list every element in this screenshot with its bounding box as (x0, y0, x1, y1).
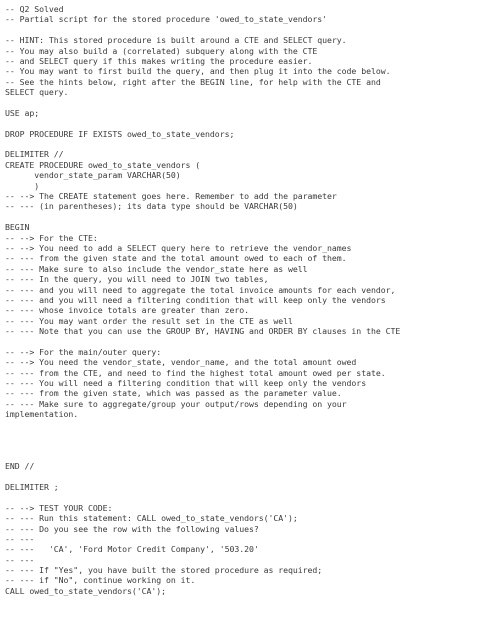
code-line: -- --- whose invoice totals are greater than zero. (5, 305, 249, 316)
code-line: -- --- (5, 533, 35, 544)
code-line: CALL owed_to_state_vendors('CA'); (5, 585, 167, 596)
code-line: -- See the hints below, right after the BEGIN line, for help with the CTE and (5, 76, 381, 87)
code-line: SELECT query. (5, 87, 69, 98)
blank-line (5, 440, 501, 450)
code-line: -- --- (in parentheses); its data type should be VARCHAR(50) (5, 201, 298, 212)
code-line: -- --- You may want order the result set in the CTE as well (5, 315, 293, 326)
code-line: -- You may want to first build the query, and then plug it into the code below. (5, 66, 391, 77)
code-line: CREATE PROCEDURE owed_to_state_vendors ( (5, 159, 201, 170)
code-line: -- Q2 Solved (5, 4, 64, 14)
code-line: -- Partial script for the stored procedure 'owed_to_state_vendors' (5, 14, 328, 25)
code-line: -- and SELECT query if this makes writing the procedure easier. (5, 55, 313, 66)
code-line: -- --- and you will need to aggregate the total invoice amounts for each vendor, (5, 284, 396, 295)
code-line: -- --- In the query, you will need to JOIN two tables, (5, 274, 269, 285)
code-line: -- --> You need to add a SELECT query here to retrieve the vendor_names (5, 242, 352, 253)
code-line: vendor_state_param VARCHAR(50) (5, 170, 181, 181)
code-line: implementation. (5, 409, 79, 420)
code-line: -- --> For the main/outer query: (5, 346, 162, 357)
code-line: -- --- and you will need a filtering condition that will keep only the vendors (5, 294, 386, 305)
blank-line (5, 430, 501, 440)
code-line: -- --> The CREATE statement goes here. Remember to add the parameter (5, 191, 337, 202)
blank-line (5, 492, 501, 502)
blank-line (5, 420, 501, 430)
blank-line (5, 139, 501, 149)
blank-line (5, 25, 501, 35)
code-line: -- --- from the given state, which was passed as the parameter value. (5, 388, 342, 399)
blank-line (5, 451, 501, 461)
code-line: BEGIN (5, 222, 30, 233)
code-line: -- --- Make sure to also include the vendor_state here as well (5, 263, 308, 274)
blank-line (5, 98, 501, 108)
code-line: -- --- 'CA', 'Ford Motor Credit Company', '503.20' (5, 544, 259, 555)
code-line: DELIMITER // (5, 149, 64, 160)
blank-line (5, 212, 501, 222)
code-line: -- --> You need the vendor_state, vendor_name, and the total amount owed (5, 357, 357, 368)
code-line: USE ap; (5, 107, 40, 118)
blank-line (5, 337, 501, 347)
code-line: -- --> TEST YOUR CODE: (5, 502, 113, 513)
blank-line (5, 472, 501, 482)
code-line: -- --- if "No", continue working on it. (5, 575, 196, 586)
code-line: -- You may also build a (correlated) subquery along with the CTE (5, 45, 318, 56)
code-line: -- --- from the CTE, and need to find the highest total amount owed per state. (5, 367, 386, 378)
code-line: -- --- Make sure to aggregate/group your output/rows depending on your (5, 398, 347, 409)
code-line: -- --- If "Yes", you have built the stored procedure as required; (5, 565, 323, 576)
code-line: -- --- Note that you can use the GROUP BY, HAVING and ORDER BY clauses in the CTE (5, 326, 401, 337)
code-line: -- --- You will need a filtering condition that will keep only the vendors (5, 378, 367, 389)
code-line: DROP PROCEDURE IF EXISTS owed_to_state_vendors; (5, 128, 235, 139)
code-line: -- --- Do you see the row with the following values? (5, 523, 259, 534)
code-line: -- --- Run this statement: CALL owed_to_state_vendors('CA'); (5, 513, 298, 524)
blank-line (5, 118, 501, 128)
code-line: DELIMITER ; (5, 481, 59, 492)
code-line: END // (5, 461, 35, 472)
code-line: -- HINT: This stored procedure is built around a CTE and SELECT query. (5, 35, 347, 46)
code-line: -- --> For the CTE: (5, 232, 98, 243)
code-line: ) (5, 180, 40, 191)
code-line: -- --- (5, 554, 35, 565)
code-line: -- --- from the given state and the total amount owed to each of them. (5, 253, 347, 264)
